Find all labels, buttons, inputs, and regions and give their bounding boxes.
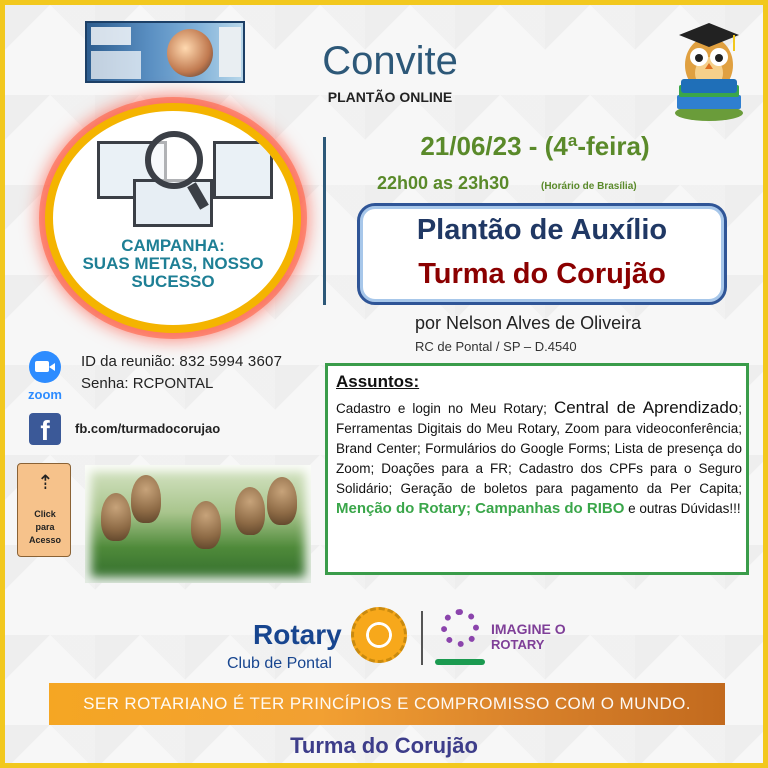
- event-name-box: [357, 203, 727, 305]
- rotary-wheel-icon: [351, 607, 407, 663]
- page-title: Convite: [322, 39, 458, 83]
- magnifier-icon: [145, 131, 203, 189]
- topics-heading: Assuntos:: [336, 372, 420, 391]
- thumbnail-panel: [219, 27, 241, 77]
- campaign-text: [53, 237, 293, 291]
- event-name-line1: Plantão de Auxílio: [416, 214, 668, 246]
- zoom-icon: [29, 351, 61, 383]
- topics-text: Cadastro e login no Meu Rotary;: [336, 401, 554, 416]
- meeting-id: [81, 353, 282, 370]
- rotary-logo-text: Rotary: [253, 619, 342, 650]
- event-date: 21/06/23 - (4ª-feira): [420, 131, 650, 161]
- zoom-logo[interactable]: [23, 351, 67, 403]
- campaign-line: SUAS METAS, NOSSO: [82, 254, 264, 273]
- presenter: [415, 313, 641, 334]
- meeting-id-value: 832 5994 3607: [179, 353, 283, 370]
- imagine-rotary-line1: IMAGINE O: [491, 621, 566, 637]
- topics-text: ; Ferramentas Digitais do Meu Rotary, Zoom para videoconferência; Brand Center; Formulários do Google Forms; Lista de presença do Zoom; Doações para a FR; Cadastro dos CPFs para o Seguro Solidário; Geração de boletos para pagamento da Per Capita;: [336, 401, 742, 496]
- zoom-logo-text: zoom: [28, 387, 62, 402]
- click-access-button[interactable]: [17, 463, 71, 557]
- footer-title: Turma do Corujão: [290, 733, 478, 758]
- campaign-line: SUCESSO: [131, 272, 215, 291]
- camera-lens-icon: [49, 363, 55, 371]
- diver-image: [167, 29, 213, 77]
- monitor-icon: [213, 141, 273, 199]
- camera-icon: [35, 361, 49, 372]
- facebook-icon[interactable]: f: [29, 413, 61, 445]
- click-line: Acesso: [28, 535, 62, 545]
- topics-highlight: Menção do Rotary; Campanhas do RIBO: [336, 500, 625, 517]
- vertical-divider: [323, 137, 326, 305]
- topics-text: e outras Dúvidas!!!: [624, 501, 741, 516]
- meeting-password-value: RCPONTAL: [132, 375, 214, 392]
- owl-figure: [267, 477, 297, 525]
- motto-banner: [49, 683, 725, 725]
- owl-graduate-icon: [667, 17, 751, 123]
- logo-divider: [421, 611, 423, 665]
- owls-photo: [85, 465, 311, 583]
- event-time: 22h00 as 23h30: [377, 173, 510, 193]
- owl-figure: [101, 493, 131, 541]
- motto-text: SER ROTARIANO É TER PRINCÍPIOS E COMPROMISSO COM O MUNDO.: [83, 694, 691, 713]
- presenter-prefix: por: [415, 313, 442, 333]
- click-line: para: [35, 522, 55, 532]
- campaign-badge: [45, 103, 301, 333]
- campaign-line: CAMPANHA:: [121, 236, 225, 255]
- thumbnail-panel: [91, 27, 131, 45]
- meeting-password-label: Senha:: [81, 375, 129, 392]
- imagine-rotary-line2: ROTARY: [491, 637, 545, 652]
- imagine-bar: [435, 659, 485, 665]
- owl-figure: [131, 475, 161, 523]
- event-thumbnail: [85, 21, 245, 83]
- page-subtitle: PLANTÃO ONLINE: [327, 89, 453, 105]
- click-line: Click: [34, 509, 56, 519]
- presenter-club: RC de Pontal / SP – D.4540: [415, 339, 577, 354]
- event-timezone: (Horário de Brasília): [541, 181, 637, 192]
- facebook-link[interactable]: fb.com/turmadocorujao: [75, 421, 221, 436]
- pointer-click-icon: ⇡: [37, 472, 54, 494]
- topics-box: [325, 363, 749, 575]
- meeting-password: [81, 375, 213, 392]
- thumbnail-panel: [91, 51, 141, 79]
- imagine-rotary-icon: [441, 609, 479, 647]
- topics-list: [336, 398, 742, 519]
- presenter-name: Nelson Alves de Oliveira: [446, 313, 642, 333]
- meeting-id-label: ID da reunião:: [81, 353, 176, 370]
- click-access-label: [18, 508, 72, 547]
- event-name-line2: Turma do Corujão: [418, 258, 666, 290]
- club-name: Club de Pontal: [227, 655, 332, 672]
- topics-text: Central de Aprendizado: [553, 398, 739, 417]
- owl-figure: [191, 501, 221, 549]
- owl-figure: [235, 487, 265, 535]
